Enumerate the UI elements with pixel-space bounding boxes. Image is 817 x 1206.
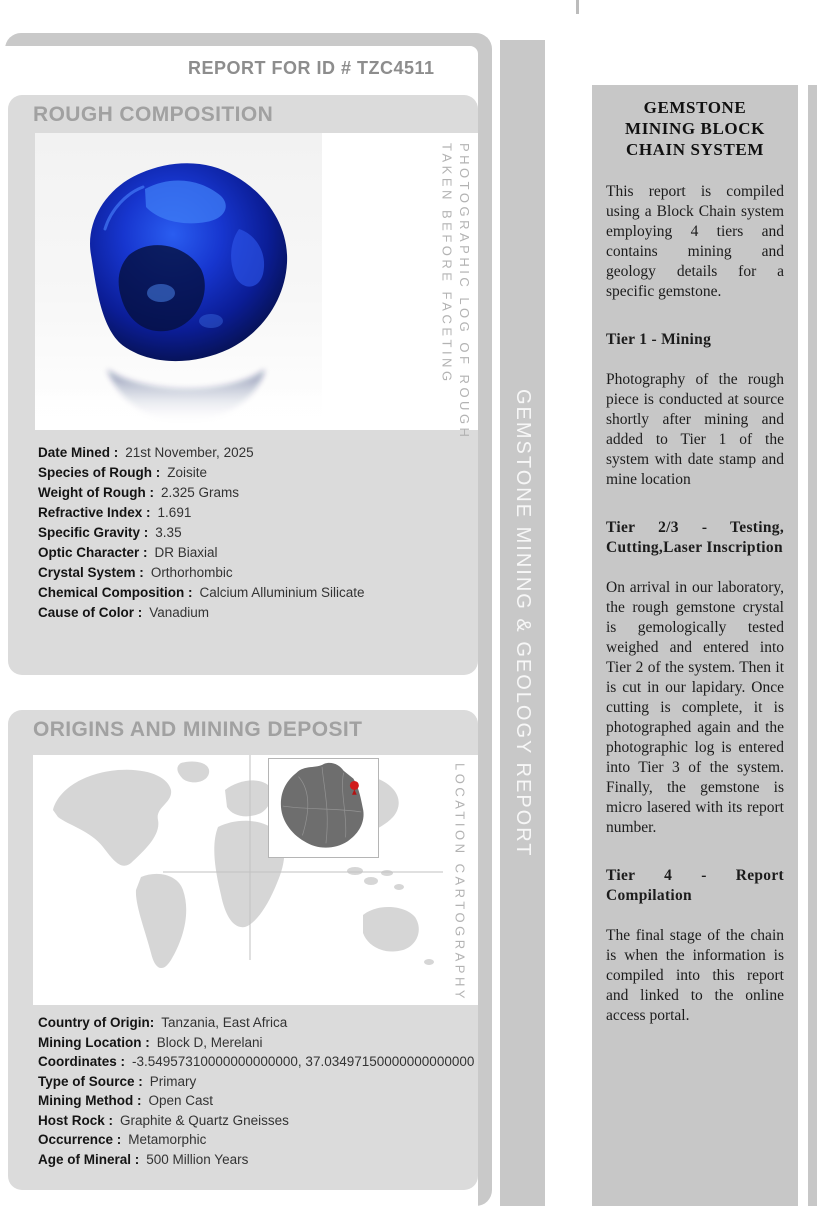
field-value: 3.35 — [155, 525, 182, 540]
field-row — [38, 443, 365, 463]
field-label: Specific Gravity : — [38, 525, 149, 540]
photo-caption-line2: TAKEN BEFORE FACETING — [439, 143, 455, 385]
field-value: Graphite & Quartz Gneisses — [120, 1112, 289, 1128]
field-label: Weight of Rough : — [38, 485, 154, 500]
top-divider-mark — [576, 0, 579, 14]
field-value: Open Cast — [148, 1093, 214, 1108]
tanzania-shape — [269, 759, 378, 857]
field-value: 500 Million Years — [146, 1151, 249, 1167]
field-label: Occurrence : — [38, 1132, 122, 1147]
field-label: Type of Source : — [38, 1073, 143, 1089]
rough-photo-panel — [35, 133, 478, 441]
field-label: Mining Method : — [38, 1093, 142, 1108]
field-row — [38, 1072, 474, 1092]
field-label: Coordinates : — [38, 1054, 126, 1069]
sidebar-title: GEMSTONE MINING BLOCK CHAIN SYSTEM — [625, 98, 765, 159]
report-spine-bar — [500, 40, 545, 1206]
field-row — [38, 1130, 474, 1150]
gemstone-illustration — [35, 133, 322, 430]
tanzania-inset-map — [268, 758, 379, 858]
rough-composition-fields — [38, 443, 365, 623]
field-label: Country of Origin: — [38, 1015, 155, 1030]
rough-composition-section — [8, 95, 478, 675]
rough-gemstone-photo — [35, 133, 322, 430]
field-value: 2.325 Grams — [160, 485, 240, 500]
tier1-heading: Tier 1 - Mining — [606, 331, 712, 348]
origins-fields — [38, 1013, 474, 1169]
tier4-body: The final stage of the chain is when the information is compiled into this report and linked to the online access portal. — [606, 927, 784, 1024]
blockchain-sidebar — [592, 85, 798, 1206]
field-value: Primary — [149, 1073, 197, 1089]
right-edge-strip — [808, 85, 817, 1206]
field-row — [38, 603, 365, 623]
map-caption-vertical: LOCATION CARTOGRAPHY — [452, 763, 468, 1003]
field-label: Date Mined : — [38, 445, 119, 460]
field-value: Orthorhombic — [150, 565, 233, 580]
field-row — [38, 1111, 474, 1131]
field-row — [38, 1052, 474, 1072]
origins-title: ORIGINS AND MINING DEPOSIT — [33, 718, 363, 741]
field-value: -3.54957310000000000000, 37.03497150000000000000 — [132, 1054, 475, 1069]
field-value: Zoisite — [167, 465, 208, 480]
field-label: Crystal System : — [38, 565, 144, 580]
tier23-body: On arrival in our laboratory, the rough gemstone crystal is gemologically tested weighed and entered into Tier 2 of the system. Then it is cut in our lapidary. Once cutting is complete, it is photographed again and the photographic log is entered into Tier 3 of the system. Finally, the gemstone is micro lasered with its report number. — [606, 579, 784, 836]
report-id-title: REPORT FOR ID # TZC4511 — [188, 58, 435, 78]
field-row — [38, 483, 365, 503]
field-row — [38, 1033, 474, 1053]
world-map — [33, 755, 443, 1005]
tier4-heading: Tier 4 - Report Compilation — [606, 867, 784, 904]
field-value: DR Biaxial — [154, 545, 218, 560]
field-label: Chemical Composition : — [38, 585, 193, 600]
field-row — [38, 523, 365, 543]
field-label: Age of Mineral : — [38, 1151, 140, 1167]
spine-label: GEMSTONE MINING & GEOLOGY REPORT — [512, 388, 534, 858]
field-value: Vanadium — [149, 605, 210, 620]
field-value: Block D, Merelani — [156, 1034, 263, 1050]
field-label: Mining Location : — [38, 1034, 150, 1050]
tier23-heading: Tier 2/3 - Testing, Cutting,Laser Inscription — [606, 519, 784, 556]
field-row — [38, 503, 365, 523]
field-value: 21st November, 2025 — [125, 445, 254, 460]
photo-caption-vertical — [438, 143, 473, 440]
field-row — [38, 1013, 474, 1033]
field-value: Calcium Alluminium Silicate — [199, 585, 365, 600]
field-label: Refractive Index : — [38, 505, 151, 520]
field-row — [38, 543, 365, 563]
field-row — [38, 463, 365, 483]
field-label: Optic Character : — [38, 545, 148, 560]
field-value: Tanzania, East Africa — [161, 1015, 288, 1030]
field-value: 1.691 — [157, 505, 192, 520]
rough-composition-title: ROUGH COMPOSITION — [33, 103, 274, 126]
field-label: Cause of Color : — [38, 605, 143, 620]
field-value: Metamorphic — [128, 1132, 207, 1147]
photo-caption-line1: PHOTOGRAPHIC LOG OF ROUGH — [457, 143, 472, 441]
field-row — [38, 1091, 474, 1111]
sidebar-intro: This report is compiled using a Block Chain system employing 4 tiers and contains mining and geology details for a specific gemstone. — [606, 183, 784, 300]
field-row — [38, 583, 365, 603]
location-map-panel — [33, 755, 478, 1005]
tier1-body: Photography of the rough piece is conducted at source shortly after mining and added to Tier 1 of the system with date stamp and mine location — [606, 371, 784, 488]
field-row — [38, 563, 365, 583]
field-label: Species of Rough : — [38, 465, 161, 480]
field-row — [38, 1150, 474, 1170]
origins-section — [8, 710, 478, 1190]
field-label: Host Rock : — [38, 1112, 114, 1128]
